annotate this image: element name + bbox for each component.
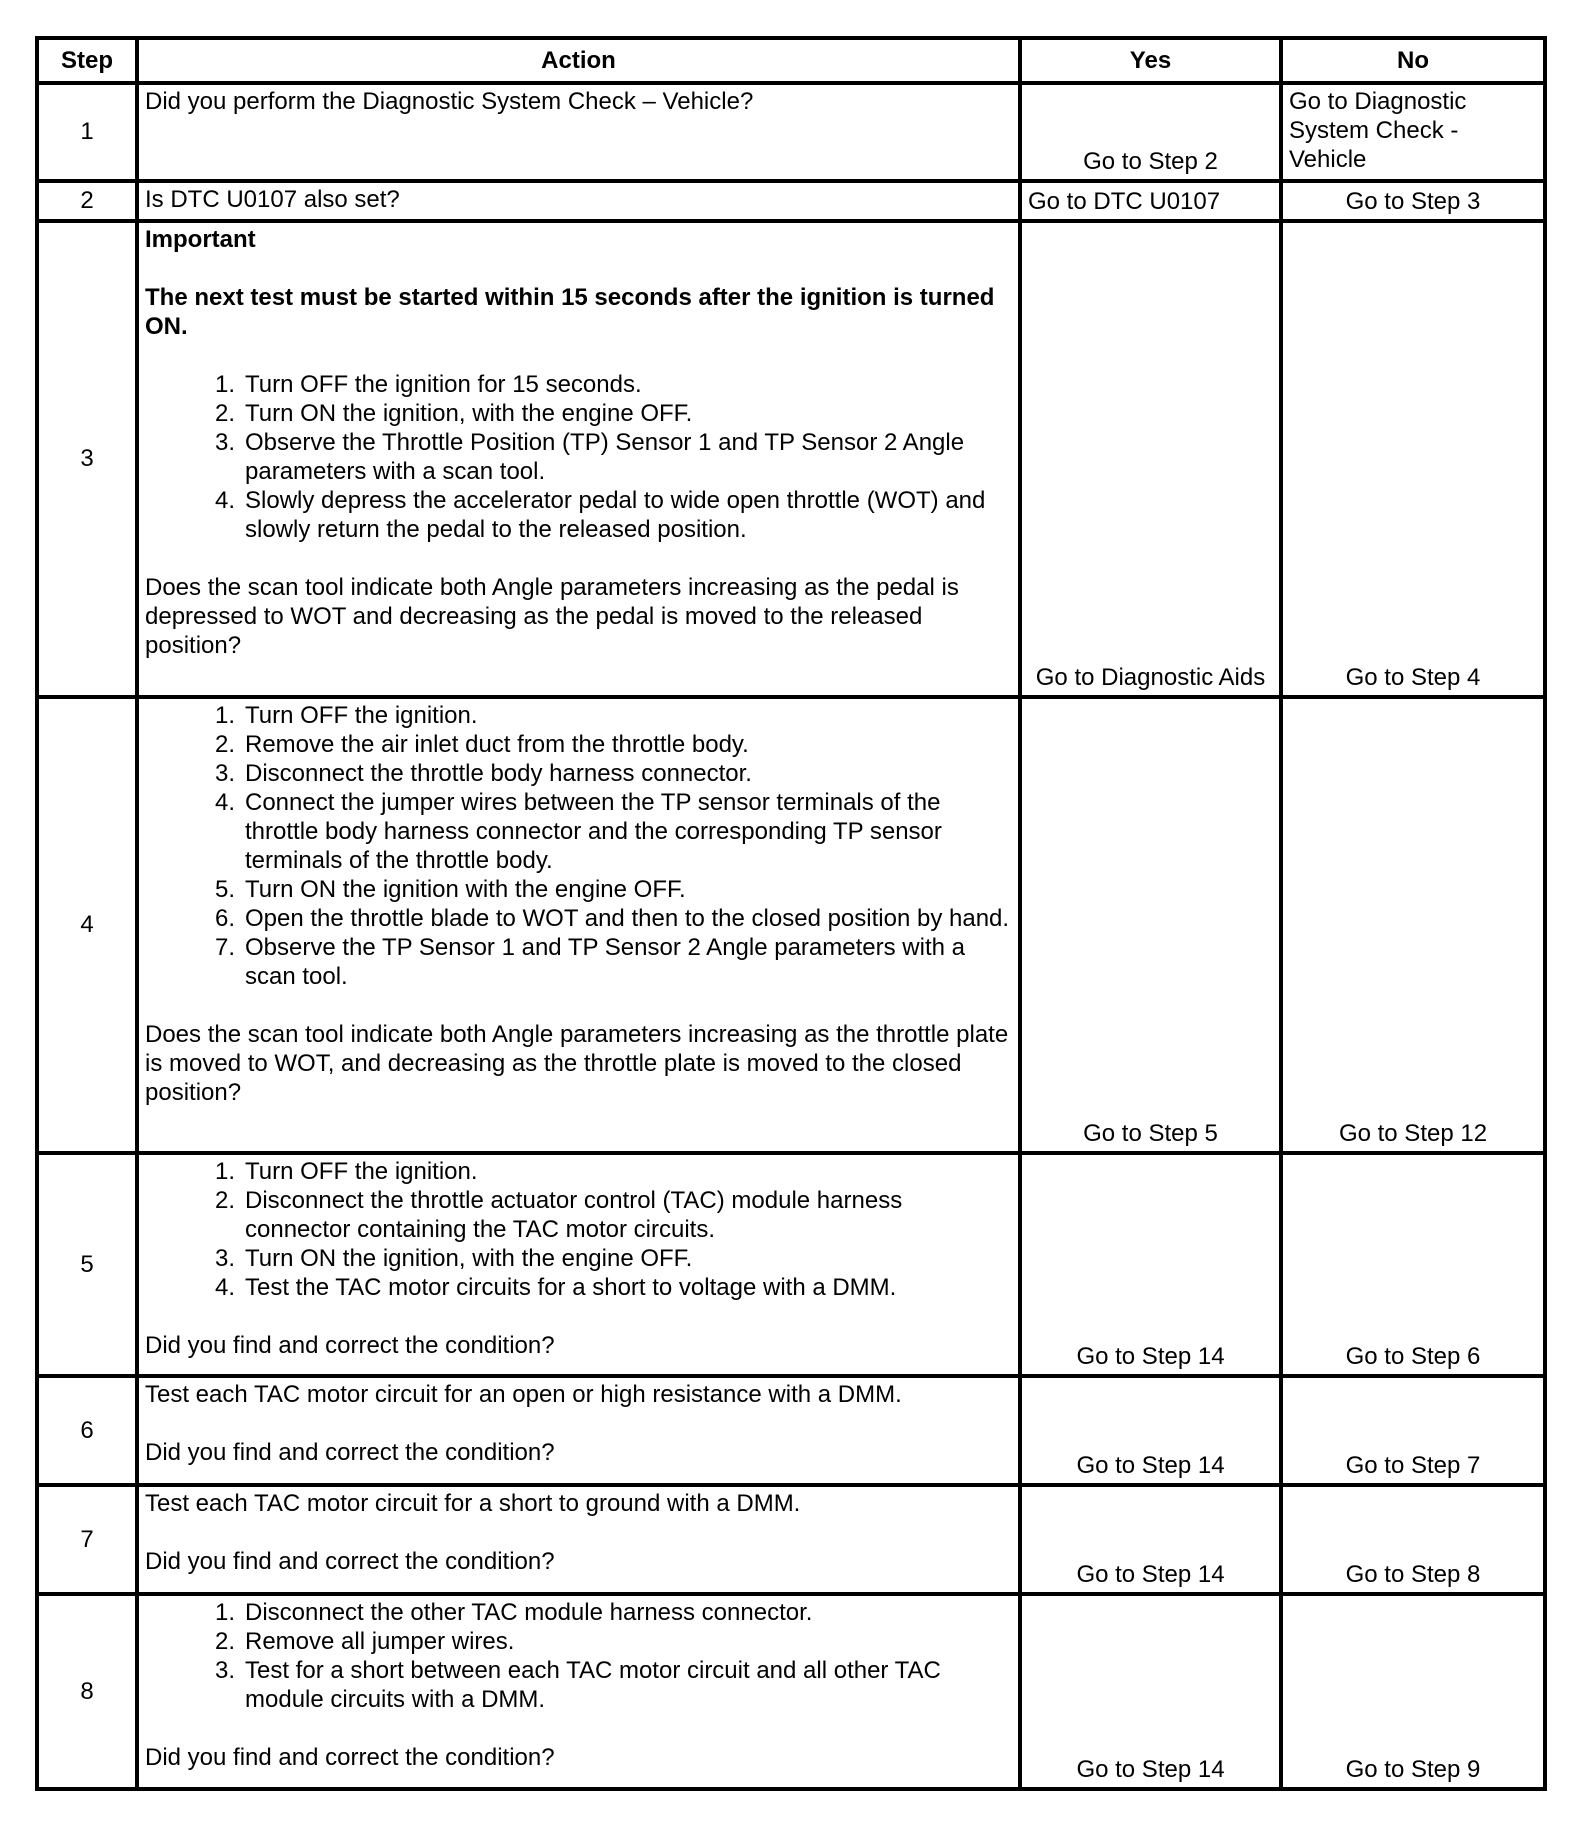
table-row [37, 83, 1545, 181]
action-question: Did you find and correct the condition? [145, 1439, 555, 1466]
list-item: 3. Disconnect the throttle body harness connector. [215, 760, 752, 787]
list-item: 3. Test for a short between each TAC motor circuit and all other TAC module circuits with a DMM. [215, 1657, 941, 1713]
step-number: 5 [37, 1153, 137, 1376]
header-action: Action [137, 38, 1020, 83]
action-question: Does the scan tool indicate both Angle parameters increasing as the throttle plate is moved to WOT, and decreasing as the throttle plate is moved to the closed position? [145, 1021, 1009, 1106]
step-number: 1 [37, 83, 137, 181]
action-cell [137, 697, 1020, 1153]
no-cell: Go to Diagnostic System Check - Vehicle [1281, 83, 1545, 181]
action-cell [137, 1153, 1020, 1376]
list-item: 7. Observe the TP Sensor 1 and TP Sensor 2 Angle parameters with a scan tool. [215, 934, 965, 990]
action-question: Did you find and correct the condition? [145, 1744, 555, 1771]
no-cell: Go to Step 7 [1281, 1376, 1545, 1485]
yes-cell: Go to Step 5 [1020, 697, 1281, 1153]
header-yes: Yes [1020, 38, 1281, 83]
step-number: 4 [37, 697, 137, 1153]
yes-cell: Go to Step 2 [1020, 83, 1281, 181]
no-cell: Go to Step 6 [1281, 1153, 1545, 1376]
table-row [37, 1376, 1545, 1485]
step-number: 3 [37, 221, 137, 697]
action-question: Is DTC U0107 also set? [145, 186, 400, 213]
table-row [37, 1153, 1545, 1376]
list-item: 4. Slowly depress the accelerator pedal to wide open throttle (WOT) and slowly return the pedal to the released position. [215, 487, 986, 543]
yes-cell: Go to DTC U0107 [1020, 181, 1281, 221]
no-cell: Go to Step 3 [1281, 181, 1545, 221]
list-item: 1. Turn OFF the ignition. [215, 1158, 478, 1185]
table-row [37, 221, 1545, 697]
header-row [37, 38, 1545, 83]
action-instruction: Test each TAC motor circuit for a short to ground with a DMM. [145, 1490, 801, 1517]
step-number: 8 [37, 1594, 137, 1789]
list-item: 4. Test the TAC motor circuits for a short to voltage with a DMM. [215, 1274, 897, 1301]
diagnostic-table [35, 36, 1547, 1791]
table-row [37, 1594, 1545, 1789]
no-cell: Go to Step 4 [1281, 221, 1545, 697]
list-item: 5. Turn ON the ignition with the engine OFF. [215, 876, 686, 903]
procedure-list [145, 370, 1012, 544]
action-question: Did you find and correct the condition? [145, 1332, 555, 1359]
action-cell [137, 221, 1020, 697]
yes-cell: Go to Step 14 [1020, 1153, 1281, 1376]
yes-cell: Go to Step 14 [1020, 1594, 1281, 1789]
list-item: 2. Disconnect the throttle actuator control (TAC) module harness connector containing the TAC motor circuits. [215, 1187, 903, 1243]
action-question: Does the scan tool indicate both Angle parameters increasing as the pedal is depressed to WOT and decreasing as the pedal is moved to the released position? [145, 574, 959, 659]
action-question: Did you find and correct the condition? [145, 1548, 555, 1575]
table-row [37, 697, 1545, 1153]
no-cell: Go to Step 12 [1281, 697, 1545, 1153]
action-cell [137, 1376, 1020, 1485]
action-cell [137, 1485, 1020, 1594]
yes-cell: Go to Step 14 [1020, 1376, 1281, 1485]
step-number: 7 [37, 1485, 137, 1594]
procedure-list [145, 1157, 1012, 1302]
yes-cell: Go to Diagnostic Aids [1020, 221, 1281, 697]
step-number: 2 [37, 181, 137, 221]
list-item: 4. Connect the jumper wires between the TP sensor terminals of the throttle body harness connector and the corresponding TP sensor terminals of the throttle body. [215, 789, 942, 874]
table-row [37, 181, 1545, 221]
list-item: 3. Observe the Throttle Position (TP) Sensor 1 and TP Sensor 2 Angle parameters with a scan tool. [215, 429, 965, 485]
step-number: 6 [37, 1376, 137, 1485]
yes-cell: Go to Step 14 [1020, 1485, 1281, 1594]
list-item: 6. Open the throttle blade to WOT and then to the closed position by hand. [215, 905, 1010, 932]
procedure-list [145, 1598, 1012, 1714]
action-question: Did you perform the Diagnostic System Check – Vehicle? [145, 88, 754, 115]
no-cell: Go to Step 9 [1281, 1594, 1545, 1789]
action-cell [137, 1594, 1020, 1789]
header-no: No [1281, 38, 1545, 83]
list-item: 2. Turn ON the ignition, with the engine OFF. [215, 400, 693, 427]
action-instruction: Test each TAC motor circuit for an open or high resistance with a DMM. [145, 1381, 902, 1408]
action-cell [137, 181, 1020, 221]
table-row [37, 1485, 1545, 1594]
list-item: 1. Turn OFF the ignition for 15 seconds. [215, 371, 642, 398]
action-cell [137, 83, 1020, 181]
list-item: 3. Turn ON the ignition, with the engine OFF. [215, 1245, 693, 1272]
important-label: Important [145, 226, 256, 253]
no-cell: Go to Step 8 [1281, 1485, 1545, 1594]
important-text: The next test must be started within 15 seconds after the ignition is turned ON. [145, 284, 995, 340]
list-item: 2. Remove all jumper wires. [215, 1628, 515, 1655]
list-item: 1. Disconnect the other TAC module harness connector. [215, 1599, 813, 1626]
procedure-list [145, 701, 1012, 991]
list-item: 1. Turn OFF the ignition. [215, 702, 478, 729]
header-step: Step [37, 38, 137, 83]
list-item: 2. Remove the air inlet duct from the throttle body. [215, 731, 749, 758]
